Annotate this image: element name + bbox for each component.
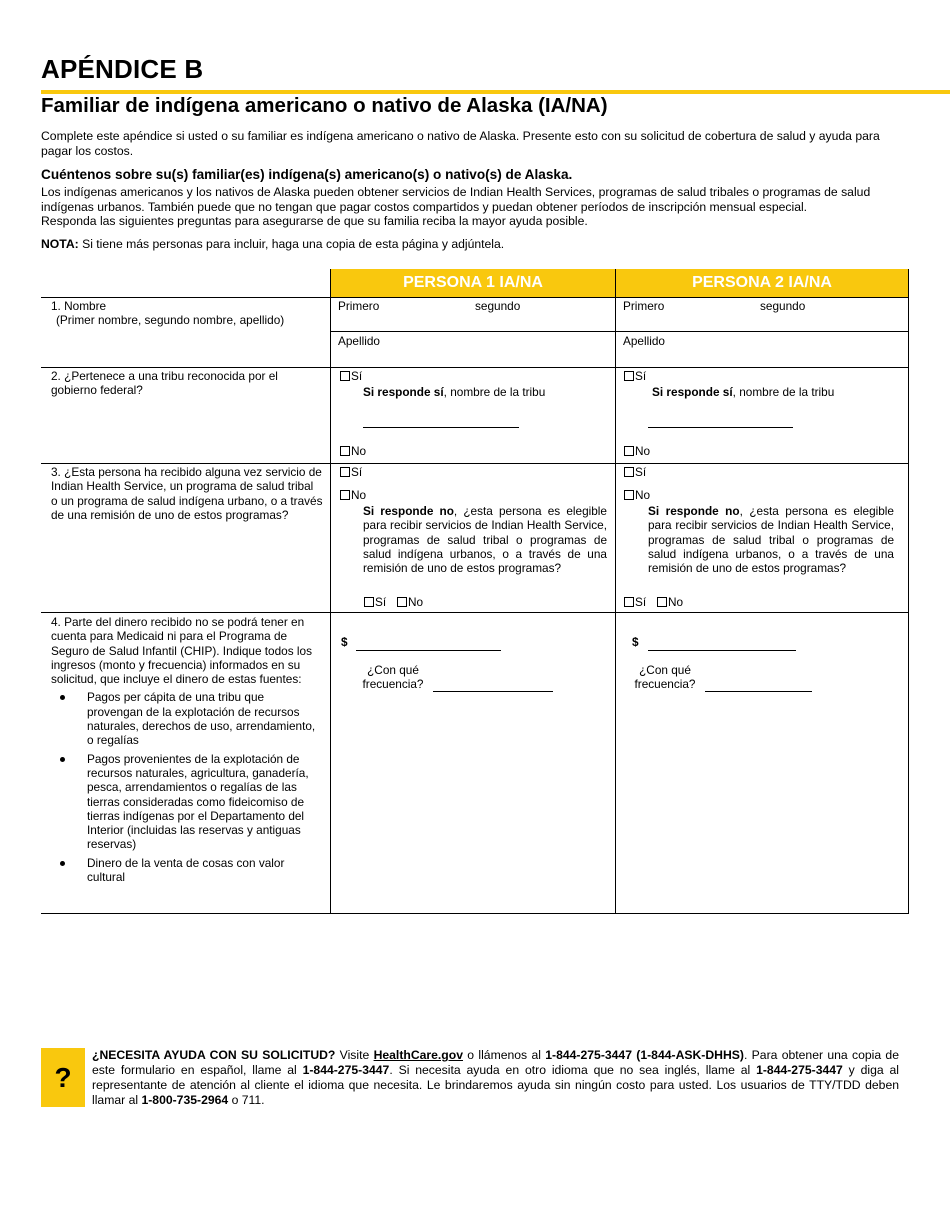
p1-q3-yes[interactable]	[340, 465, 362, 479]
bullet-text: Pagos per cápita de una tribu que provengan de la explotación de recursos naturales, derechos de uso, arrendamiento, o regalías	[87, 690, 316, 748]
help-text-3: . Para obtener una copia de este formulario en español, llame al	[92, 1048, 899, 1077]
p1-frequency-field[interactable]	[433, 691, 553, 692]
grid-line	[908, 269, 909, 914]
checkbox[interactable]	[624, 371, 634, 381]
p1-q3-sub-no-label: No	[408, 595, 424, 609]
p1-q2-tribe-label	[363, 385, 545, 399]
p1-last-label[interactable]: Apellido	[338, 334, 380, 348]
section-body-para-1: Los indígenas americanos y los nativos de Alaska pueden obtener servicios de Indian Health Services, programas de salud tribales o programas de salud indígenas urbanos. También puede que no tengan que pagar costos compartidos y puedan obtener períodos de inscripción mensual especial.	[41, 185, 871, 214]
p2-q3-followup-bold: Si responde no	[648, 504, 740, 518]
p2-amount-field[interactable]	[648, 650, 796, 651]
help-text-5: y diga al representante de atención al cliente el idioma que necesita. Le brindaremos ayuda sin ningún costo para usted. Los usuarios de TTY/TDD deben llamar al	[92, 1063, 900, 1107]
p2-q3-yes[interactable]	[624, 465, 646, 479]
bullet-text: Pagos provenientes de la explotación de recursos naturales, agricultura, ganadería, pesca, arrendamientos o regalías de las tierras consideradas como fideicomiso de tierras indígenas por el Departamento del Interior (incluidas las reservas y antiguas reservas)	[87, 751, 309, 852]
header-persona-2: PERSONA 2 IA/NA	[616, 269, 908, 297]
grid-line	[331, 331, 909, 332]
p1-q3-sub-yes[interactable]	[364, 595, 386, 609]
help-text-4: . Si necesita ayuda en otro idioma que no sea inglés, llame al	[389, 1063, 757, 1077]
p1-q2-no[interactable]	[340, 444, 366, 458]
p1-q3-followup-rest: , ¿esta persona es elegible para recibir servicios de Indian Health Service, programas de salud tribal o programas de salud indígena urbanos, o a través de una remisión de uno de estos programas?	[363, 504, 607, 576]
help-text-2: o llámenos al	[462, 1048, 546, 1062]
p2-q2-no-label: No	[635, 444, 651, 458]
p1-q3-no[interactable]	[340, 488, 366, 502]
section-body-para-2: Responda las siguientes preguntas para asegurarse de que su familia reciba la mayor ayuda posible.	[41, 214, 588, 228]
p1-q3-sub-yes-label: Sí	[375, 595, 387, 609]
p2-q2-tribe-label-bold: Si responde sí	[652, 385, 733, 399]
checkbox[interactable]	[364, 597, 374, 607]
p1-q2-yes[interactable]	[340, 369, 362, 383]
p1-q2-yes-label: Sí	[351, 369, 363, 383]
p1-q3-followup	[363, 504, 607, 575]
grid-line	[41, 367, 909, 368]
p1-first-label[interactable]: Primero	[338, 299, 380, 313]
p2-q2-no[interactable]	[624, 444, 650, 458]
p1-q2-tribe-label-bold: Si responde sí	[363, 385, 444, 399]
note-label: NOTA:	[41, 237, 79, 251]
help-phone-1: 1-844-275-3447 (1-844-ASK-DHHS)	[545, 1048, 744, 1062]
p1-tribe-name-field[interactable]	[363, 427, 519, 428]
q3-label: 3. ¿Esta persona ha recibido alguna vez servicio de Indian Health Service, un programa de salud tribal o un programa de salud indígena urbano, o a través de una remisión de uno de estos programas?	[51, 465, 323, 522]
p2-q2-tribe-label-rest: , nombre de la tribu	[732, 385, 835, 399]
bullet-icon	[60, 757, 65, 762]
p2-last-label[interactable]: Apellido	[623, 334, 665, 348]
p1-dollar-sign: $	[341, 635, 348, 649]
section-heading: Cuéntenos sobre su(s) familiar(es) indígena(s) americano(s) o nativo(s) de Alaska.	[41, 167, 573, 182]
p2-frequency-label: ¿Con qué frecuencia?	[634, 663, 696, 692]
grid-line	[41, 297, 909, 298]
q4-label	[51, 615, 321, 884]
list-item	[51, 856, 321, 885]
checkbox[interactable]	[397, 597, 407, 607]
bullet-icon	[60, 861, 65, 866]
grid-line	[41, 612, 909, 613]
checkbox[interactable]	[624, 467, 634, 477]
grid-line	[330, 269, 331, 914]
checkbox[interactable]	[624, 490, 634, 500]
p1-q3-no-label: No	[351, 488, 367, 502]
p2-dollar-sign: $	[632, 635, 639, 649]
grid-line	[41, 913, 909, 914]
checkbox[interactable]	[657, 597, 667, 607]
header-persona-1: PERSONA 1 IA/NA	[331, 269, 615, 297]
p2-q3-no-label: No	[635, 488, 651, 502]
p2-first-label[interactable]: Primero	[623, 299, 665, 313]
p2-q3-sub-no[interactable]	[657, 595, 683, 609]
checkbox[interactable]	[624, 597, 634, 607]
q1-label-sub: (Primer nombre, segundo nombre, apellido)	[56, 313, 285, 328]
p1-middle-label[interactable]: segundo	[475, 299, 521, 313]
checkbox[interactable]	[624, 446, 634, 456]
p1-amount-field[interactable]	[356, 650, 501, 651]
checkbox[interactable]	[340, 490, 350, 500]
p2-frequency-field[interactable]	[705, 691, 812, 692]
intro-text: Complete este apéndice si usted o su familiar es indígena americano o nativo de Alaska. Presente esto con su solicitud de cobertura de salud y ayuda para pagar los costos.	[41, 129, 880, 158]
bullet-icon	[60, 695, 65, 700]
p2-q3-sub-no-label: No	[668, 595, 684, 609]
p1-q3-yes-label: Sí	[351, 465, 363, 479]
list-item	[51, 752, 321, 852]
note	[41, 237, 504, 251]
help-phone-3: 1-844-275-3447	[756, 1063, 843, 1077]
checkbox[interactable]	[340, 371, 350, 381]
p1-q3-sub-no[interactable]	[397, 595, 423, 609]
p2-q3-sub-yes-label: Sí	[635, 595, 647, 609]
p2-q3-no[interactable]	[624, 488, 650, 502]
grid-line	[615, 269, 616, 914]
q4-label-main: 4. Parte del dinero recibido no se podrá tener en cuenta para Medicaid ni para el Programa de Seguro de Salud Infantil (CHIP). Indique todos los ingresos (monto y frecuencia) informados en su solicitud, que incluye el dinero de estas fuentes:	[51, 615, 312, 687]
section-body	[41, 185, 911, 229]
p2-q3-followup	[648, 504, 894, 575]
help-heading: ¿NECESITA AYUDA CON SU SOLICITUD?	[92, 1048, 336, 1062]
help-text-1: Visite	[335, 1048, 374, 1062]
list-item	[51, 690, 321, 747]
p1-frequency-label: ¿Con qué frecuencia?	[362, 663, 424, 692]
healthcare-link[interactable]: HealthCare.gov	[373, 1048, 463, 1062]
p2-middle-label[interactable]: segundo	[760, 299, 806, 313]
p2-q2-yes[interactable]	[624, 369, 646, 383]
q2-label: 2. ¿Pertenece a una tribu reconocida por el gobierno federal?	[51, 369, 278, 398]
p2-q3-sub-yes[interactable]	[624, 595, 646, 609]
p2-q2-tribe-label	[652, 385, 834, 399]
p2-tribe-name-field[interactable]	[648, 427, 793, 428]
help-phone-2: 1-844-275-3447	[302, 1063, 390, 1077]
bullet-text: Dinero de la venta de cosas con valor cultural	[87, 855, 285, 885]
page-subtitle: Familiar de indígena americano o nativo de Alaska (IA/NA)	[41, 94, 608, 117]
p1-q2-no-label: No	[351, 444, 367, 458]
q1-label	[51, 299, 321, 328]
p2-q3-followup-rest: , ¿esta persona es elegible para recibir servicios de Indian Health Service, programas de salud tribal o programas de salud indígena urbanos, o a través de una remisión de uno de estos programas?	[648, 504, 894, 576]
help-phone-4: 1-800-735-2964	[141, 1093, 229, 1107]
help-question-icon: ?	[41, 1048, 85, 1107]
p2-q3-yes-label: Sí	[635, 465, 647, 479]
p2-q2-yes-label: Sí	[635, 369, 647, 383]
p1-q2-tribe-label-rest: , nombre de la tribu	[443, 385, 546, 399]
checkbox[interactable]	[340, 446, 350, 456]
note-text: Si tiene más personas para incluir, haga una copia de esta página y adjúntela.	[78, 237, 505, 251]
p1-q3-followup-bold: Si responde no	[363, 504, 454, 518]
help-text-6: o 711.	[228, 1093, 265, 1107]
help-text	[92, 1048, 899, 1108]
page-title: APÉNDICE B	[41, 54, 204, 84]
q4-bullets	[51, 690, 321, 884]
checkbox[interactable]	[340, 467, 350, 477]
grid-line	[41, 463, 909, 464]
q1-label-main: 1. Nombre	[51, 299, 107, 313]
